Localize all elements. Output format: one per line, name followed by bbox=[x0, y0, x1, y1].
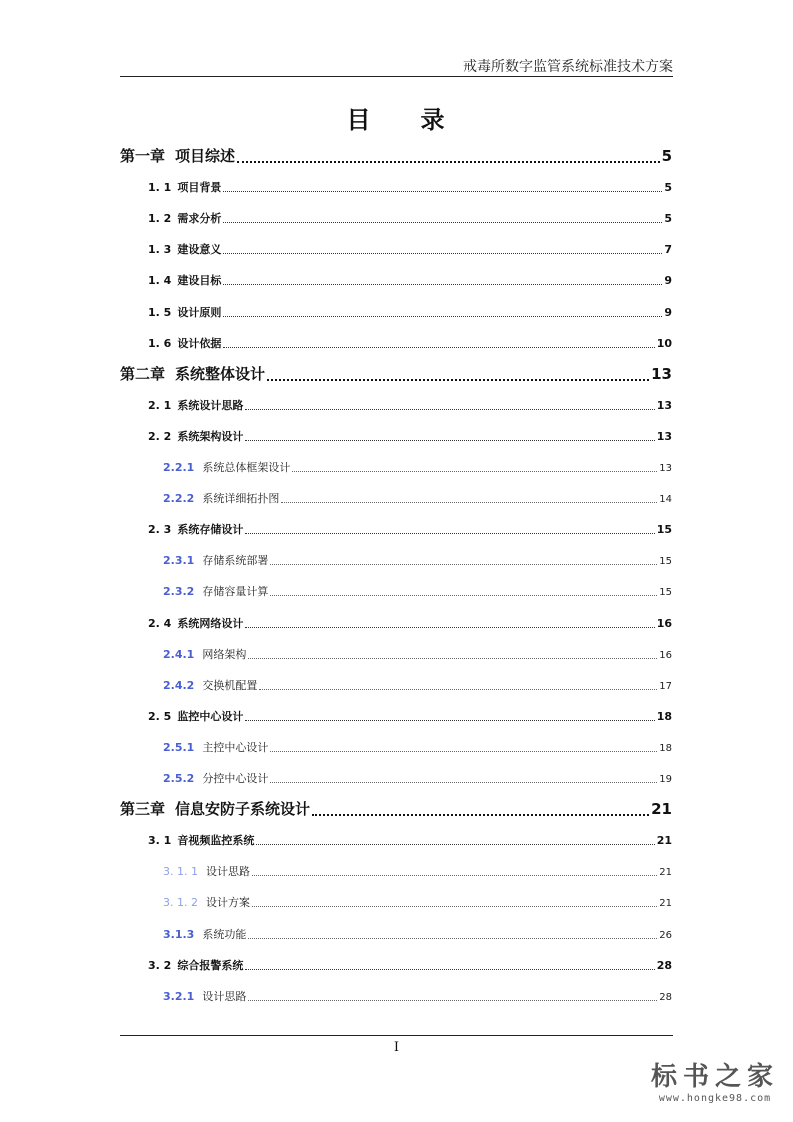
toc-entry-page: 15 bbox=[659, 556, 672, 568]
toc-entry-level-2[interactable] bbox=[148, 241, 672, 257]
toc-entry-number: 1. 6 bbox=[148, 336, 172, 350]
toc-entry-text: 系统总体框架设计 bbox=[202, 461, 291, 474]
toc-entry-text: 系统整体设计 bbox=[175, 364, 266, 383]
toc-entry-page: 28 bbox=[656, 958, 672, 972]
toc-dot-leader bbox=[312, 814, 649, 816]
toc-entry-number: 2.3.2 bbox=[163, 585, 195, 599]
toc-entry-number: 2.4.1 bbox=[163, 647, 195, 661]
toc-entry-number: 1. 2 bbox=[148, 212, 172, 226]
toc-entry-level-2[interactable] bbox=[148, 708, 672, 724]
toc-dot-leader bbox=[223, 347, 654, 348]
toc-entry-level-2[interactable] bbox=[148, 272, 672, 288]
toc-entry-text: 设计思路 bbox=[205, 865, 250, 879]
toc-entry-text: 系统功能 bbox=[202, 927, 247, 941]
toc-entry-level-3[interactable] bbox=[163, 894, 672, 910]
toc-entry-number: 2.4.2 bbox=[163, 678, 195, 692]
toc-entry-page: 18 bbox=[659, 742, 672, 754]
toc-entry-page: 18 bbox=[656, 709, 672, 723]
toc-entry-level-2[interactable] bbox=[148, 179, 672, 195]
toc-entry-number: 3. 1. 2 bbox=[163, 896, 198, 910]
toc-entry-level-3[interactable] bbox=[163, 646, 672, 662]
toc-dot-leader bbox=[270, 751, 657, 752]
toc-dot-leader bbox=[248, 938, 657, 939]
toc-entry-page: 14 bbox=[659, 494, 672, 506]
toc-entry-level-3[interactable] bbox=[163, 739, 672, 755]
toc-entry-level-2[interactable] bbox=[148, 304, 672, 320]
toc-entry-page: 5 bbox=[661, 147, 672, 165]
toc-entry-level-2[interactable] bbox=[148, 832, 672, 848]
toc-entry-level-2[interactable] bbox=[148, 957, 672, 973]
toc-entry-number: 2.5.1 bbox=[163, 740, 195, 754]
toc-dot-leader bbox=[223, 253, 662, 254]
toc-entry-level-2[interactable] bbox=[148, 210, 672, 226]
toc-entry-level-3[interactable] bbox=[163, 770, 672, 786]
toc-entry-text: 建设意义 bbox=[177, 243, 222, 257]
toc-entry-text: 信息安防子系统设计 bbox=[175, 800, 311, 819]
toc-entry-page: 9 bbox=[664, 274, 672, 288]
page-number: I bbox=[393, 1040, 400, 1055]
toc-entry-number: 1. 3 bbox=[148, 243, 172, 257]
toc-entry-text: 建设目标 bbox=[177, 274, 222, 288]
toc-entry-number: 3.1.3 bbox=[163, 927, 195, 941]
toc-entry-text: 设计依据 bbox=[177, 336, 222, 350]
toc-entry-page: 13 bbox=[651, 364, 672, 383]
toc-entry-text: 网络架构 bbox=[202, 647, 247, 661]
toc-entry-number: 1. 4 bbox=[148, 274, 172, 288]
toc-entry-page: 21 bbox=[651, 800, 672, 819]
toc-dot-leader bbox=[223, 316, 662, 317]
toc-dot-leader bbox=[248, 658, 657, 659]
toc-entry-level-3[interactable] bbox=[163, 926, 672, 942]
toc-entry-level-3[interactable] bbox=[163, 863, 672, 879]
toc-entry-text: 需求分析 bbox=[177, 212, 222, 226]
toc-entry-text: 系统详细拓扑图 bbox=[202, 492, 280, 506]
toc-dot-leader bbox=[245, 440, 654, 441]
toc-entry-page: 16 bbox=[659, 649, 672, 661]
toc-entry-text: 音视频监控系统 bbox=[177, 834, 255, 848]
toc-entry-level-3[interactable] bbox=[163, 988, 672, 1004]
toc-entry-level-3[interactable] bbox=[163, 552, 672, 568]
toc-entry-number: 2. 1 bbox=[148, 398, 172, 412]
toc-entry-page: 10 bbox=[656, 336, 672, 350]
toc-entry-level-2[interactable] bbox=[148, 521, 672, 537]
toc-entry-number: 2. 3 bbox=[148, 523, 172, 537]
toc-dot-leader bbox=[270, 564, 657, 565]
toc-dot-leader bbox=[252, 875, 657, 876]
toc-entry-text: 项目背景 bbox=[177, 181, 222, 195]
toc-dot-leader bbox=[270, 782, 657, 783]
footer-rule bbox=[120, 1035, 673, 1036]
toc-entry-page: 15 bbox=[656, 523, 672, 537]
toc-dot-leader bbox=[252, 906, 657, 907]
toc-dot-leader bbox=[223, 284, 662, 285]
toc-entry-text: 主控中心设计 bbox=[202, 740, 269, 754]
toc-entry-page: 16 bbox=[656, 616, 672, 630]
toc-entry-text: 系统存储设计 bbox=[177, 523, 244, 537]
toc-entry-number: 2.3.1 bbox=[163, 554, 195, 568]
toc-entry-text: 设计方案 bbox=[205, 896, 250, 910]
toc-entry-number: 第一章 bbox=[120, 147, 166, 165]
toc-entry-level-1[interactable] bbox=[120, 798, 672, 819]
toc-entry-level-3[interactable] bbox=[163, 490, 672, 506]
toc-entry-number: 2.5.2 bbox=[163, 772, 195, 785]
toc-dot-leader bbox=[245, 409, 654, 410]
toc-entry-page: 13 bbox=[656, 429, 672, 443]
toc-entry-number: 3. 1. 1 bbox=[163, 865, 198, 879]
toc-entry-page: 21 bbox=[659, 898, 672, 910]
toc-dot-leader bbox=[245, 969, 654, 970]
toc-entry-number: 2.2.1 bbox=[163, 461, 195, 474]
toc-entry-number: 2. 2 bbox=[148, 429, 172, 443]
toc-entry-number: 第三章 bbox=[120, 800, 166, 819]
toc-entry-text: 项目综述 bbox=[175, 147, 236, 165]
toc-dot-leader bbox=[259, 689, 657, 690]
toc-dot-leader bbox=[223, 191, 662, 192]
watermark-name: 标书之家 bbox=[650, 1062, 779, 1092]
toc-dot-leader bbox=[281, 502, 657, 503]
toc-entry-number: 2. 4 bbox=[148, 616, 172, 630]
toc-entry-page: 15 bbox=[659, 587, 672, 599]
toc-entry-level-1[interactable] bbox=[120, 363, 672, 384]
toc-entry-level-3[interactable] bbox=[163, 677, 672, 693]
toc-entry-number: 2.2.2 bbox=[163, 492, 195, 506]
toc-entry-number: 第二章 bbox=[120, 364, 166, 383]
toc-title-char-1: 目 bbox=[346, 106, 373, 134]
running-header-title: 戒毒所数字监管系统标准技术方案 bbox=[463, 59, 673, 75]
toc-entry-text: 系统网络设计 bbox=[177, 616, 244, 630]
toc-entry-page: 9 bbox=[664, 305, 672, 319]
toc-dot-leader bbox=[248, 1000, 657, 1001]
toc-entry-page: 17 bbox=[659, 680, 672, 692]
toc-entry-number: 3. 2 bbox=[148, 958, 172, 972]
toc-entry-text: 综合报警系统 bbox=[177, 958, 244, 972]
toc-entry-text: 系统设计思路 bbox=[177, 398, 244, 412]
toc-entry-number: 1. 5 bbox=[148, 305, 172, 319]
toc-entry-level-3[interactable] bbox=[163, 583, 672, 599]
toc-entry-text: 设计原则 bbox=[177, 305, 222, 319]
toc-entry-number: 2. 5 bbox=[148, 709, 172, 723]
toc-entry-number: 3. 1 bbox=[148, 834, 172, 848]
toc-dot-leader bbox=[245, 533, 654, 534]
toc-entry-text: 系统架构设计 bbox=[177, 429, 244, 443]
toc-entry-level-2[interactable] bbox=[148, 397, 672, 413]
toc-entry-page: 26 bbox=[659, 929, 672, 941]
toc-entry-number: 1. 1 bbox=[148, 181, 172, 195]
toc-entry-text: 分控中心设计 bbox=[202, 772, 269, 785]
toc-entry-page: 5 bbox=[664, 181, 672, 195]
toc-dot-leader bbox=[245, 627, 654, 628]
watermark-logo bbox=[651, 1056, 779, 1104]
toc-entry-page: 13 bbox=[659, 463, 672, 474]
toc-entry-level-1[interactable] bbox=[120, 145, 672, 166]
toc-entry-text: 存储系统部署 bbox=[202, 554, 269, 568]
toc-entry-page: 7 bbox=[664, 243, 672, 257]
toc-dot-leader bbox=[292, 471, 657, 472]
watermark-url: www.hongke98.com bbox=[658, 1093, 772, 1104]
toc-dot-leader bbox=[245, 720, 654, 721]
toc-dot-leader bbox=[267, 379, 649, 381]
toc-entry-page: 21 bbox=[659, 867, 672, 879]
toc-entry-page: 13 bbox=[656, 398, 672, 412]
toc-entry-number: 3.2.1 bbox=[163, 989, 195, 1003]
toc-entry-level-2[interactable] bbox=[148, 615, 672, 631]
toc-entry-text: 交换机配置 bbox=[202, 678, 258, 692]
toc-entry-page: 19 bbox=[659, 774, 672, 785]
toc-entry-level-2[interactable] bbox=[148, 428, 672, 444]
toc-entry-level-2[interactable] bbox=[148, 335, 672, 351]
toc-entry-level-3[interactable] bbox=[163, 459, 672, 475]
toc-entry-text: 存储容量计算 bbox=[202, 585, 269, 599]
toc-entry-text: 设计思路 bbox=[202, 989, 247, 1003]
toc-entry-text: 监控中心设计 bbox=[177, 709, 244, 723]
toc-title-char-2: 录 bbox=[420, 106, 447, 134]
toc-dot-leader bbox=[256, 844, 654, 845]
toc-dot-leader bbox=[223, 222, 662, 223]
toc-entry-page: 5 bbox=[664, 212, 672, 226]
toc-dot-leader bbox=[270, 595, 657, 596]
toc-entry-page: 21 bbox=[656, 834, 672, 848]
toc-entry-page: 28 bbox=[659, 991, 672, 1003]
toc-dot-leader bbox=[237, 161, 660, 163]
